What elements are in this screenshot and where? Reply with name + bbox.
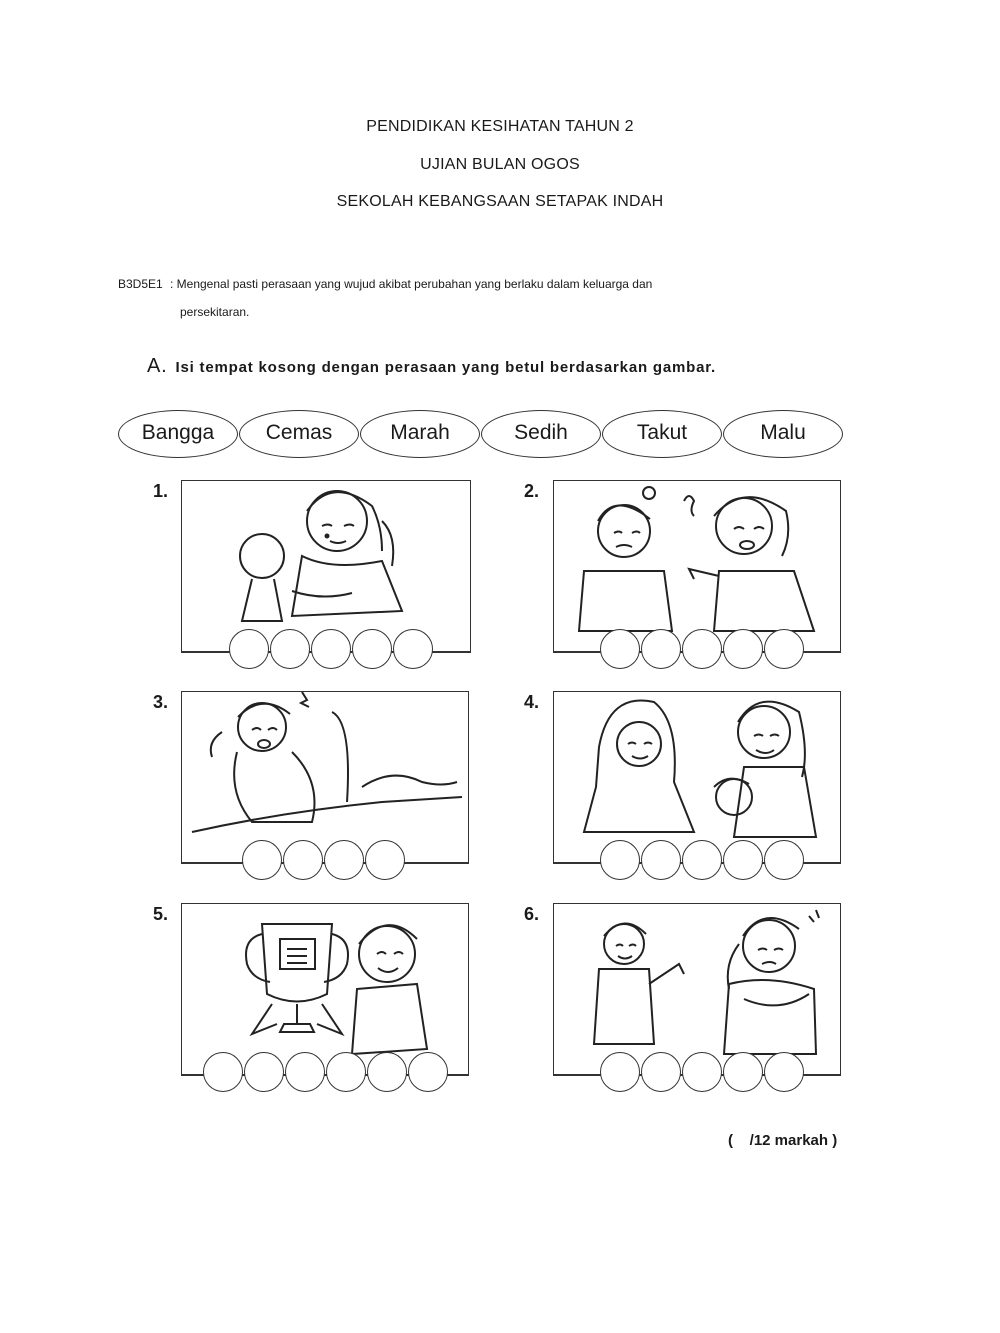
total-marks: ( /12 markah ) (728, 1132, 838, 1149)
answer-circle[interactable] (285, 1052, 325, 1092)
question-6-number: 6. (524, 904, 540, 924)
word-malu: Malu (723, 410, 843, 458)
answer-circle[interactable] (764, 629, 804, 669)
question-2-number: 2. (524, 481, 540, 501)
answer-circle[interactable] (682, 1052, 722, 1092)
answer-circle[interactable] (283, 840, 323, 880)
question-2-answer-boxes[interactable] (600, 629, 804, 669)
answer-circle[interactable] (600, 1052, 640, 1092)
question-5-picture (181, 903, 469, 1075)
answer-circle[interactable] (311, 629, 351, 669)
question-1-answer-boxes[interactable] (229, 629, 433, 669)
answer-circle[interactable] (723, 629, 763, 669)
word-cemas: Cemas (239, 410, 359, 458)
standard-code: B3D5E1 (118, 277, 163, 291)
answer-circle[interactable] (229, 629, 269, 669)
title-subject: PENDIDIKAN KESIHATAN TAHUN 2 (366, 118, 634, 135)
question-3-picture (181, 691, 469, 863)
word-marah: Marah (360, 410, 480, 458)
answer-circle[interactable] (408, 1052, 448, 1092)
question-6-picture (553, 903, 841, 1075)
section-letter: A. (147, 355, 168, 377)
answer-circle[interactable] (393, 629, 433, 669)
word-bangga: Bangga (118, 410, 238, 458)
answer-circle[interactable] (326, 1052, 366, 1092)
question-6-answer-boxes[interactable] (600, 1052, 804, 1092)
shy-girl-illustration (554, 904, 840, 1074)
answer-circle[interactable] (203, 1052, 243, 1092)
word-bank (118, 410, 843, 458)
word-sedih: Sedih (481, 410, 601, 458)
question-4-number: 4. (524, 692, 540, 712)
section-a-instruction (147, 355, 716, 378)
answer-circle[interactable] (641, 1052, 681, 1092)
instruction-text: Isi tempat kosong dengan perasaan yang betul berdasarkan gambar. (175, 359, 717, 376)
title-school: SEKOLAH KEBANGSAAN SETAPAK INDAH (336, 193, 664, 210)
question-1-picture (181, 480, 471, 652)
question-3-answer-boxes[interactable] (242, 840, 405, 880)
answer-circle[interactable] (600, 629, 640, 669)
answer-circle[interactable] (641, 629, 681, 669)
trophy-boy-illustration (182, 904, 468, 1074)
answer-circle[interactable] (641, 840, 681, 880)
answer-circle[interactable] (270, 629, 310, 669)
question-4-answer-boxes[interactable] (600, 840, 804, 880)
standard-description-continued: persekitaran. (180, 305, 250, 319)
answer-circle[interactable] (244, 1052, 284, 1092)
answer-circle[interactable] (600, 840, 640, 880)
answer-circle[interactable] (764, 1052, 804, 1092)
question-3-number: 3. (153, 692, 169, 712)
question-5-number: 5. (153, 904, 169, 924)
answer-circle[interactable] (764, 840, 804, 880)
question-4-picture (553, 691, 841, 863)
answer-circle[interactable] (367, 1052, 407, 1092)
word-takut: Takut (602, 410, 722, 458)
answer-circle[interactable] (723, 1052, 763, 1092)
answer-circle[interactable] (324, 840, 364, 880)
answer-circle[interactable] (682, 840, 722, 880)
question-2-picture (553, 480, 841, 652)
crying-girl-illustration (182, 481, 470, 651)
answer-circle[interactable] (723, 840, 763, 880)
answer-circle[interactable] (365, 840, 405, 880)
standard-description: : Mengenal pasti perasaan yang wujud akibat perubahan yang berlaku dalam keluarga dan (170, 277, 653, 291)
question-1-number: 1. (153, 481, 169, 501)
frightened-girl-illustration (182, 692, 468, 862)
scolding-illustration (554, 481, 840, 651)
answer-circle[interactable] (682, 629, 722, 669)
answer-circle[interactable] (352, 629, 392, 669)
family-illustration (554, 692, 840, 862)
question-5-answer-boxes[interactable] (203, 1052, 448, 1092)
title-exam: UJIAN BULAN OGOS (420, 156, 580, 173)
answer-circle[interactable] (242, 840, 282, 880)
